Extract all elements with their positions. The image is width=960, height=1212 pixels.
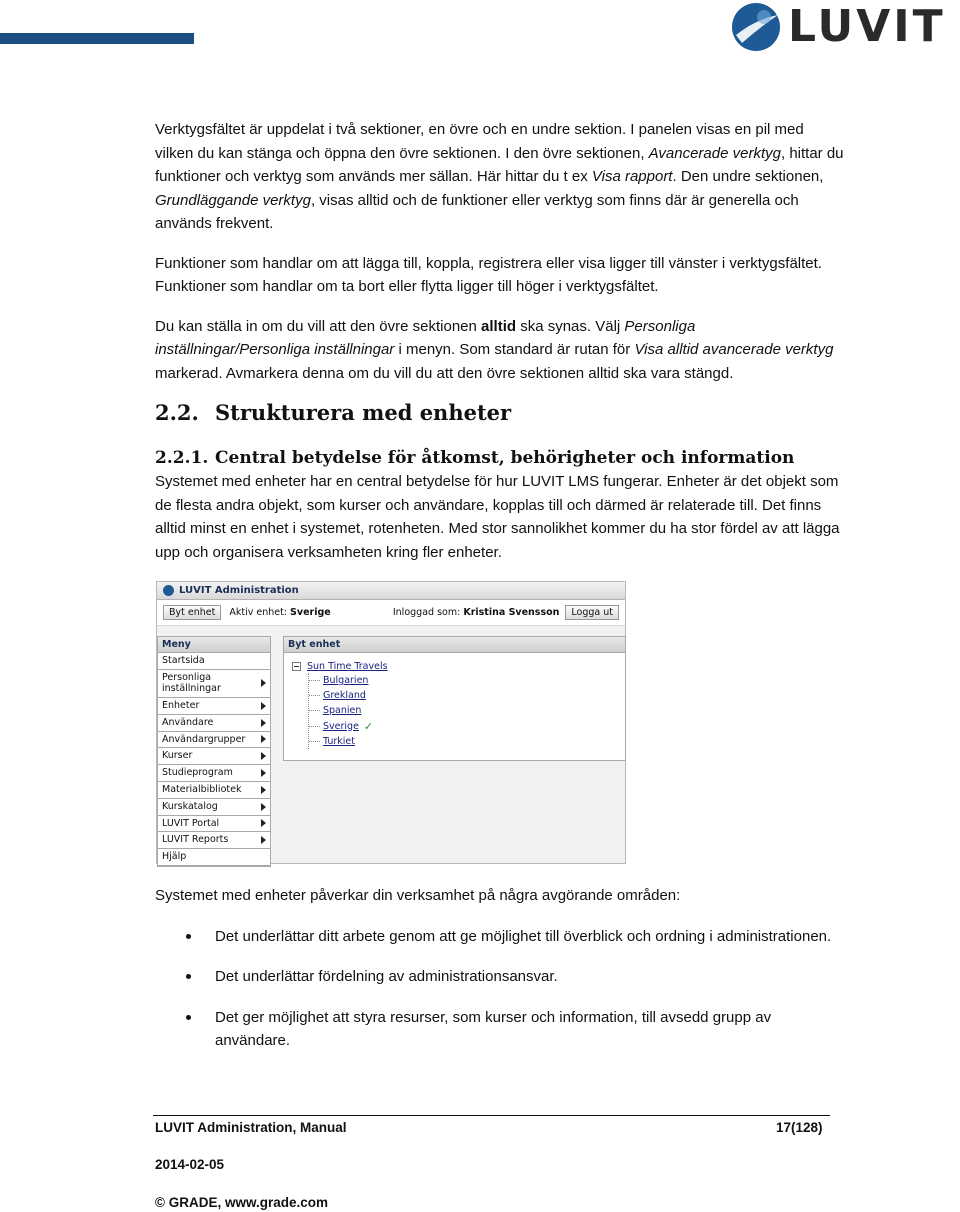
- subsection-body: Systemet med enheter har en central betydelse för hur LUVIT LMS fungerar. Enheter är det objekt som de flesta andra objekt, som kurser och användare, kopplas till och därmed är relaterade till. Det finns alltid minst en enhet i systemet, rotenheten. Med stor sannolikhet kommer du ha stor fördel av att lägga upp och organisera verksamheten kring fler enheter.: [155, 473, 840, 561]
- logged-in-user: Kristina Svensson: [463, 607, 560, 618]
- menu-item-label: Kurser: [162, 750, 193, 762]
- section-title: Strukturera med enheter: [215, 400, 512, 425]
- tree-node-link[interactable]: Turkiet: [323, 735, 355, 747]
- paragraph: [155, 118, 845, 236]
- chevron-right-icon: [261, 719, 266, 727]
- menu-item[interactable]: [158, 653, 270, 670]
- menu-item-label: Studieprogram: [162, 767, 233, 779]
- menu-item[interactable]: [158, 832, 270, 849]
- tree-node: [309, 688, 492, 703]
- menu-item-label: Personliga inställningar: [162, 671, 221, 695]
- active-unit-value: Sverige: [290, 607, 331, 618]
- strong-text: alltid: [481, 317, 517, 335]
- emphasis: Avancerade verktyg: [648, 144, 781, 162]
- app-title-bar: [157, 582, 625, 600]
- subsection-title: Central betydelse för åtkomst, behörigheter och information: [215, 448, 795, 468]
- chevron-right-icon: [261, 752, 266, 760]
- text: ska synas. Välj: [516, 317, 625, 335]
- bullet-item: Det underlättar ditt arbete genom att ge möjlighet till överblick och ordning i administrationen.: [155, 925, 845, 949]
- tree-node: [309, 719, 492, 734]
- chevron-right-icon: [261, 702, 266, 710]
- menu-item[interactable]: [158, 782, 270, 799]
- paragraph: Funktioner som handlar om att lägga till, koppla, registrera eller visa ligger till vänster i verktygsfältet. Funktioner som handlar om ta bort eller flytta ligger till höger i verktygsfältet.: [155, 254, 822, 295]
- tree-node: [309, 703, 492, 718]
- side-menu: [157, 636, 271, 867]
- logout-button[interactable]: Logga ut: [565, 605, 619, 620]
- text: markerad. Avmarkera denna om du vill du att den övre sektionen alltid ska vara stängd.: [155, 364, 734, 382]
- footer-date: 2014-02-05: [155, 1157, 225, 1172]
- tree-root: [292, 659, 492, 673]
- emphasis: Grundläggande verktyg: [155, 191, 311, 209]
- menu-item[interactable]: [158, 715, 270, 732]
- subsection-number: 2.2.1.: [155, 448, 209, 468]
- globe-logo-icon: [730, 1, 782, 53]
- chevron-right-icon: [261, 769, 266, 777]
- emphasis: Visa alltid avancerade verktyg: [634, 341, 834, 358]
- text: , hittar du funktioner och verktyg som används mer sällan. Här hittar du t ex: [155, 144, 844, 185]
- logged-in-as: [393, 607, 560, 618]
- unit-tree: [292, 659, 492, 749]
- user-bar: [157, 600, 625, 626]
- menu-items: [158, 653, 270, 866]
- footer-copyright: © GRADE, www.grade.com: [155, 1195, 328, 1210]
- pane-header: Byt enhet: [284, 637, 625, 653]
- switch-unit-button[interactable]: Byt enhet: [163, 605, 221, 620]
- tree-node-link[interactable]: Sverige: [323, 720, 359, 732]
- active-unit-icon: ✓: [363, 719, 374, 733]
- menu-item-label: Materialbibliotek: [162, 783, 242, 795]
- tree-root-link[interactable]: Sun Time Travels: [307, 660, 388, 672]
- text: , visas alltid och de funktioner eller verktyg som finns där är generella och används frekvent.: [155, 191, 799, 232]
- bullet-item: Det ger möjlighet att styra resurser, som kurser och information, till avsedd grupp av användare.: [155, 1006, 845, 1053]
- active-unit: [229, 607, 330, 618]
- section-heading: [155, 400, 511, 425]
- lower-text: [155, 884, 845, 1053]
- chevron-right-icon: [261, 786, 266, 794]
- menu-item[interactable]: [158, 849, 270, 866]
- paragraph: [155, 315, 845, 386]
- tree-node: [309, 673, 492, 688]
- chevron-right-icon: [261, 836, 266, 844]
- text: Verktygsfältet är uppdelat i två sektioner, en övre och en undre sektion. I panelen visas en pil med vilken du kan stänga och öppna den övre sektionen. I den övre sektionen,: [155, 121, 804, 162]
- section-number: 2.2.: [155, 400, 199, 425]
- tree-node: [309, 734, 492, 749]
- luvit-logo: [730, 0, 960, 54]
- menu-item[interactable]: [158, 670, 270, 698]
- chevron-right-icon: [261, 735, 266, 743]
- admin-screenshot: [156, 581, 626, 864]
- chevron-right-icon: [261, 679, 266, 687]
- logo-text: LUVIT: [788, 1, 946, 52]
- text: i menyn. Som standard är rutan för: [394, 341, 635, 358]
- emphasis: Personliga inställningar/Personliga inställningar: [155, 317, 696, 358]
- app-title: LUVIT Administration: [179, 585, 299, 596]
- header-accent-bar: [0, 33, 194, 44]
- menu-item[interactable]: [158, 816, 270, 833]
- menu-item[interactable]: [158, 698, 270, 715]
- menu-header: Meny: [158, 637, 270, 653]
- menu-item[interactable]: [158, 748, 270, 765]
- bullet-item: Det underlättar fördelning av administrationsansvar.: [155, 965, 845, 989]
- text: Du kan ställa in om du vill att den övre sektionen: [155, 317, 482, 335]
- tree-node-link[interactable]: Spanien: [323, 705, 362, 717]
- tree-children: [308, 673, 492, 749]
- footer-page-number: 17(128): [776, 1120, 823, 1135]
- text: . Den undre sektionen,: [672, 168, 824, 185]
- menu-item[interactable]: [158, 799, 270, 816]
- luvit-small-logo-icon: [163, 585, 174, 596]
- switch-unit-pane: [283, 636, 626, 761]
- menu-item-label: Hjälp: [162, 851, 187, 863]
- subsection-heading: [155, 448, 794, 468]
- menu-item-label: Startsida: [162, 655, 205, 666]
- active-unit-label: Aktiv enhet:: [229, 607, 288, 618]
- collapse-icon[interactable]: [292, 662, 301, 671]
- tree-node-link[interactable]: Grekland: [323, 690, 366, 702]
- menu-item[interactable]: [158, 765, 270, 782]
- chevron-right-icon: [261, 819, 266, 827]
- chevron-right-icon: [261, 803, 266, 811]
- menu-item-label: LUVIT Portal: [162, 817, 220, 829]
- lead-paragraph: Systemet med enheter påverkar din verksamhet på några avgörande områden:: [155, 887, 681, 904]
- intro-text: [155, 118, 845, 385]
- menu-item[interactable]: [158, 732, 270, 749]
- menu-item-label: LUVIT Reports: [162, 834, 229, 846]
- menu-item-label: Enheter: [162, 699, 200, 711]
- logged-in-label: Inloggad som:: [392, 607, 461, 618]
- footer-rule: [153, 1115, 830, 1116]
- menu-item-label: Användare: [162, 716, 214, 728]
- footer-doc-title: LUVIT Administration, Manual: [155, 1120, 347, 1135]
- menu-item-label: Kurskatalog: [162, 800, 218, 812]
- tree-node-link[interactable]: Bulgarien: [323, 675, 369, 687]
- emphasis: Visa rapport: [591, 168, 673, 185]
- menu-item-label: Användargrupper: [162, 733, 246, 745]
